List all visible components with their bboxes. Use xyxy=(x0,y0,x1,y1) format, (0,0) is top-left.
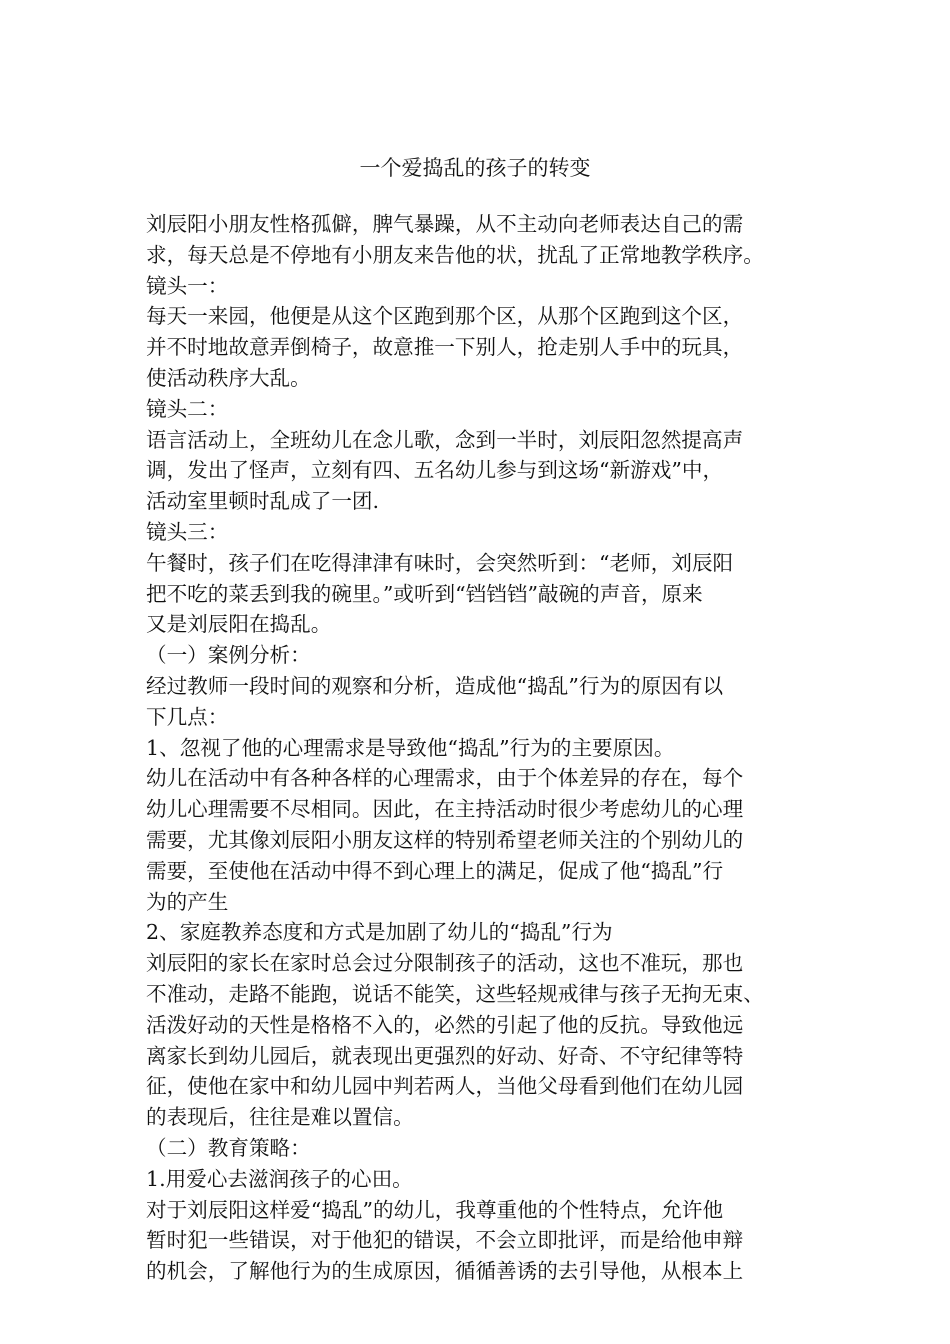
paragraph-line: 刘辰阳小朋友性格孤僻，脾气暴躁，从不主动向老师表达自己的需 xyxy=(146,212,744,236)
paragraph-line: 需要，至使他在活动中得不到心理上的满足，促成了他“捣乱”行 xyxy=(146,858,724,883)
paragraph-line: 镜头一： xyxy=(146,273,229,298)
paragraph-line: 每天一来园，他便是从这个区跑到那个区，从那个区跑到这个区， xyxy=(146,304,744,329)
paragraph-line: 为的产生 xyxy=(146,889,229,914)
paragraph-line: 使活动秩序大乱。 xyxy=(146,365,311,390)
paragraph-line: 暂时犯一些错误，对于他犯的错误，不会立即批评，而是给他申辩 xyxy=(146,1228,744,1253)
paragraph-line: 的表现后，往往是难以置信。 xyxy=(146,1105,414,1130)
paragraph-line: 活动室里顿时乱成了一团. xyxy=(146,489,380,514)
paragraph-line: 征，使他在家中和幼儿园中判若两人，当他父母看到他们在幼儿园 xyxy=(146,1074,744,1099)
paragraph-line: 经过教师一段时间的观察和分析，造成他“捣乱”行为的原因有以 xyxy=(146,673,724,698)
paragraph-line: 求，每天总是不停地有小朋友来告他的状，扰乱了正常地教学秩序。 xyxy=(146,242,764,267)
paragraph-line: 把不吃的菜丢到我的碗里。”或听到“铛铛铛”敲碗的声音，原来 xyxy=(146,581,703,606)
paragraph-line: （一）案例分析： xyxy=(146,643,311,668)
paragraph-line: 2、家庭教养态度和方式是加剧了幼儿的“捣乱”行为 xyxy=(146,920,613,945)
paragraph-line: 离家长到幼儿园后，就表现出更强烈的好动、好奇、不守纪律等特 xyxy=(146,1043,744,1068)
document-title: 一个爱捣乱的孩子的转变 xyxy=(359,156,591,180)
paragraph-line: 的机会，了解他行为的生成原因，循循善诱的去引导他，从根本上 xyxy=(146,1259,744,1284)
paragraph-line: 1、忽视了他的心理需求是导致他“捣乱”行为的主要原因。 xyxy=(146,735,675,760)
paragraph-line: 刘辰阳的家长在家时总会过分限制孩子的活动，这也不准玩，那也 xyxy=(146,951,744,976)
paragraph-line: 调，发出了怪声，立刻有四、五名幼儿参与到这场“新游戏”中， xyxy=(146,458,724,483)
paragraph-line: 不准动，走路不能跑，说话不能笑，这些轻规戒律与孩子无拘无束、 xyxy=(146,981,764,1006)
paragraph-line: 又是刘辰阳在捣乱。 xyxy=(146,612,332,637)
paragraph-line: 活泼好动的天性是格格不入的，必然的引起了他的反抗。导致他远 xyxy=(146,1012,744,1037)
paragraph-line: 午餐时，孩子们在吃得津津有味时，会突然听到：“老师，刘辰阳 xyxy=(146,550,734,575)
paragraph-line: 下几点： xyxy=(146,704,229,729)
paragraph-line: 镜头二： xyxy=(146,396,229,421)
paragraph-line: 幼儿在活动中有各种各样的心理需求，由于个体差异的存在，每个 xyxy=(146,766,744,791)
paragraph-line: 并不时地故意弄倒椅子，故意推一下别人，抢走别人手中的玩具， xyxy=(146,335,744,360)
paragraph-line: 对于刘辰阳这样爱“捣乱”的幼儿，我尊重他的个性特点，允许他 xyxy=(146,1197,724,1222)
paragraph-line: 需要，尤其像刘辰阳小朋友这样的特别希望老师关注的个别幼儿的 xyxy=(146,827,744,852)
paragraph-line: 镜头三： xyxy=(146,519,229,544)
document-body xyxy=(146,209,816,1287)
paragraph-line: 1.用爱心去滋润孩子的心田。 xyxy=(146,1166,413,1191)
paragraph-line: （二）教育策略： xyxy=(146,1135,311,1160)
paragraph-line: 语言活动上，全班幼儿在念儿歌，念到一半时，刘辰阳忽然提高声 xyxy=(146,427,744,452)
paragraph-line: 幼儿心理需要不尽相同。因此，在主持活动时很少考虑幼儿的心理 xyxy=(146,797,744,822)
